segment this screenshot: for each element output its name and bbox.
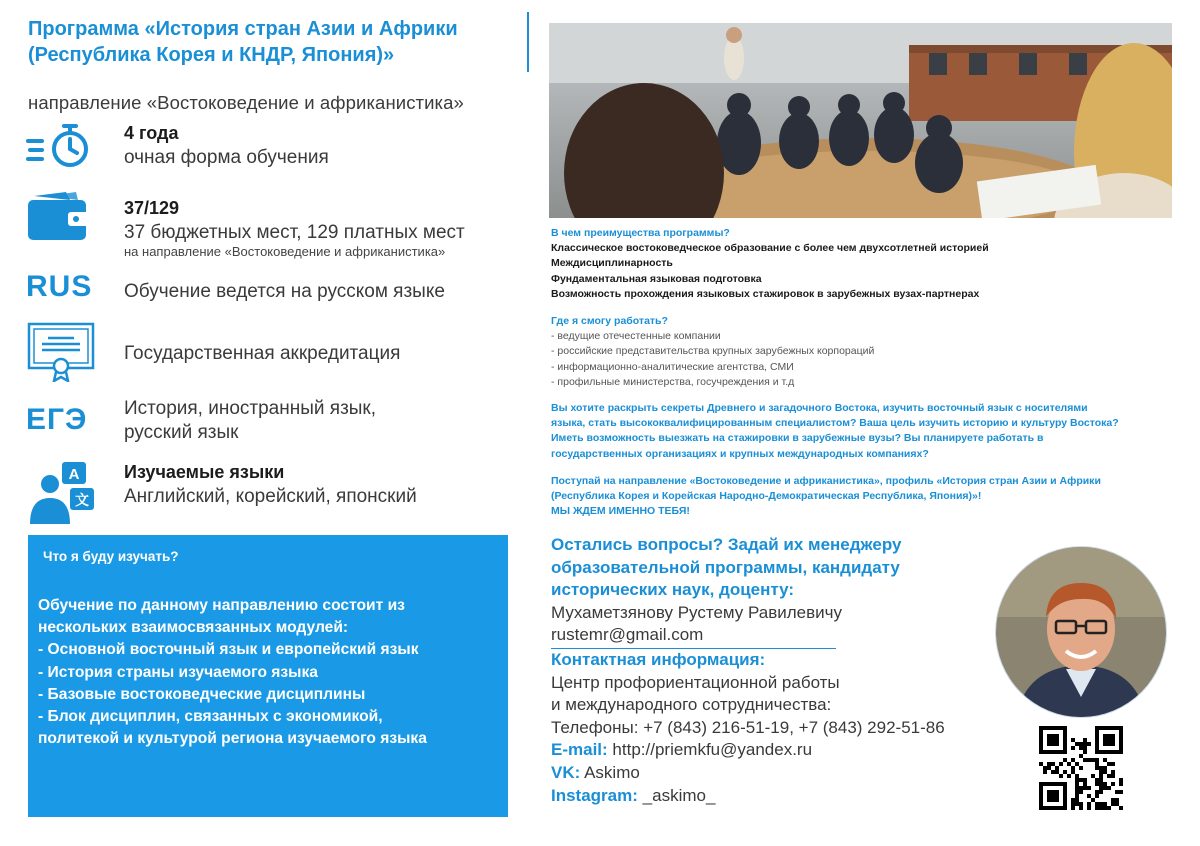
contact-question: исторических наук, доценту: (551, 580, 795, 600)
pitch-line: языка, стать высококвалифицированным специалистом? Ваша цель изучить историю и культуру Востока? (551, 417, 1119, 430)
career-item: - ведущие отечестенные компании (551, 330, 721, 343)
svg-text:A: A (68, 466, 80, 483)
phones: Телефоны: +7 (843) 216-51-19, +7 (843) 292-51-86 (551, 717, 945, 737)
translate-person-icon (26, 460, 96, 533)
places-note: на направление «Востоковедение и африканистика» (124, 244, 446, 259)
career-item: - российские представительства крупных зарубежных корпораций (551, 345, 875, 358)
instagram-link[interactable]: _askimo_ (642, 785, 716, 805)
advantage-item: Классическое востоковедческое образование с более чем двухсотлетней историей (551, 242, 989, 255)
study-box (28, 535, 508, 817)
page-title: Программа «История стран Азии и Африки (Республика Корея и КНДР, Япония)» (28, 18, 458, 66)
manager-email[interactable]: rustemr@gmail.com (551, 625, 704, 645)
study-module: - Основной восточный язык и европейский язык (38, 641, 419, 659)
svg-text:文: 文 (75, 492, 89, 508)
pitch-line: государственных организациях и крупных международных компаниях? (551, 447, 929, 460)
wallet-icon (26, 190, 96, 247)
study-module: - Блок дисциплин, связанных с экономикой, (38, 708, 383, 726)
qr-code[interactable] (1039, 726, 1123, 810)
ege-badge: ЕГЭ (26, 403, 88, 436)
contact-question: образовательной программы, кандидату (551, 557, 900, 577)
enroll-line: Поступай на направление «Востоковедение и африканистика», профиль «История стран Азии и Африки (551, 475, 1101, 487)
pitch-line: Вы хотите раскрыть секреты Древнего и загадочного Востока, изучить восточный язык с носителями (551, 402, 1088, 414)
accreditation-label: Государственная аккредитация (124, 343, 401, 364)
advantage-item: Фундаментальная языковая подготовка (551, 272, 762, 285)
stopwatch-icon (26, 119, 96, 174)
study-question: Что я буду изучать? (43, 549, 179, 564)
advantage-item: Возможность прохождения языковых стажировок в зарубежных вузах-партнерах (551, 287, 980, 300)
careers-heading: Где я смогу работать? (551, 315, 668, 327)
classroom-photo (549, 23, 1172, 218)
duration-label: очная форма обучения (124, 147, 329, 168)
exams-line1: История, иностранный язык, (124, 398, 377, 419)
center-line: Центр профориентационной работы (551, 672, 840, 692)
duration-value: 4 года (124, 123, 179, 143)
certificate-icon (26, 320, 98, 387)
enroll-line: (Республика Корея и Корейская Народно-Демократическая Республика, Япония)»! (551, 490, 982, 503)
study-module: - Базовые востоковедческие дисциплины (38, 685, 366, 703)
places-label: 37 бюджетных мест, 129 платных мест (124, 222, 465, 243)
exams-line2: русский язык (124, 422, 239, 443)
language-label: Обучение ведется на русском языке (124, 281, 445, 302)
contact-block (551, 534, 991, 807)
manager-avatar (995, 546, 1167, 718)
study-intro2: нескольких взаимосвязанных модулей: (38, 619, 349, 637)
pitch-line: Иметь возможность выезжать на стажировки в зарубежные вузы? Вы планируете работать в (551, 432, 1044, 445)
contact-info-heading: Контактная информация: (551, 649, 766, 669)
waiting-text: МЫ ЖДЕМ ИМЕННО ТЕБЯ! (551, 505, 690, 518)
study-module-cont: политекой и культурой региона изучаемого языка (38, 730, 427, 748)
places-value: 37/129 (124, 198, 180, 218)
manager-name: Мухаметзянову Рустему Равилевичу (551, 602, 843, 622)
languages-title: Изучаемые языки (124, 462, 285, 482)
divider-line (527, 12, 529, 72)
study-module: - История страны изучаемого языка (38, 663, 318, 681)
direction-label: направление «Востоковедение и африканистика» (28, 92, 464, 113)
career-item: - профильные министерства, госучреждения и т.д (551, 375, 795, 388)
rus-badge: RUS (26, 270, 93, 303)
study-intro1: Обучение по данному направлению состоит из (38, 597, 405, 614)
languages-label: Английский, корейский, японский (124, 486, 417, 507)
advantages-heading: В чем преимущества программы? (551, 227, 730, 239)
instagram-label: Instagram: (551, 785, 638, 805)
center-line: и международного сотрудничества: (551, 695, 832, 715)
vk-link[interactable]: Askimo (584, 762, 640, 782)
email-link[interactable]: http://priemkfu@yandex.ru (612, 740, 813, 760)
email-label: E-mail: (551, 740, 608, 760)
career-item: - информационно-аналитические агентства, СМИ (551, 360, 794, 373)
contact-question: Остались вопросы? Задай их менеджеру (551, 535, 902, 554)
advantage-item: Междисциплинарность (551, 257, 673, 270)
vk-label: VK: (551, 762, 581, 782)
